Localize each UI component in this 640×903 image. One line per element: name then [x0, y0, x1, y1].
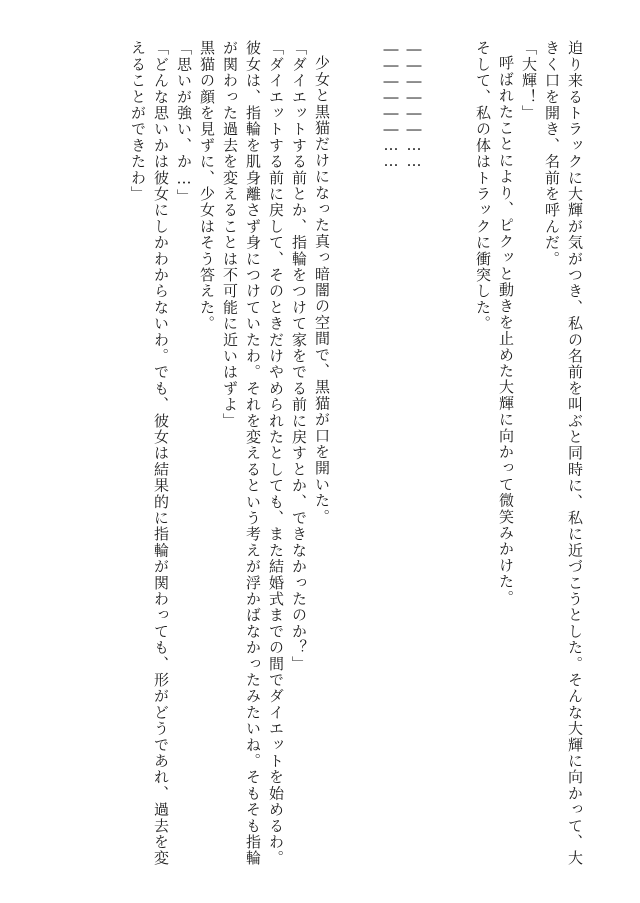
- section-gap: [448, 40, 471, 870]
- dialogue-line: 「どんな思いかは彼女にしかわからないわ。でも、彼女は結果的に指輪が関わっても、形がどうであれ、過去を変えることができたわ」: [129, 40, 170, 867]
- paragraph: 迫り来るトラックに大輝が気がつき、私の名前を叫ぶと同時に、私に近づこうとした。そんな大輝に向かって、大きく口を開き、名前を呼んだ。: [543, 40, 584, 867]
- section-gap: [333, 40, 356, 870]
- paragraph: 黒猫の顔を見ずに、少女はそう答えた。: [198, 40, 216, 332]
- section-gap: [356, 40, 379, 870]
- dash-rule: ――――――……: [382, 40, 400, 168]
- dialogue-line: 「思いが強い、か…」: [175, 40, 193, 205]
- paragraph: 少女と黒猫だけになった真っ暗闇の空間で、黒猫が口を開いた。: [313, 55, 331, 525]
- paragraph: そして、私の体はトラックに衝突した。: [474, 40, 492, 332]
- document-page: [56, 40, 586, 870]
- dash-rule: ――――――……: [405, 40, 423, 168]
- dialogue-line: 「ダイエットする前とか、指輪をつけて家をでる前に戻すとか、できなかったのか？」: [290, 40, 308, 672]
- dialogue-line: 「大輝！」: [520, 40, 538, 121]
- section-gap: [425, 40, 448, 870]
- dialogue-line: 「ダイエットする前に戻して、そのときだけやめられたとしても、また結婚式までの間でダイエットを始めるわ。彼女は、指輪を肌身離さず身につけていたわ。それを変えるという考えが浮かばなかったみたいね。そもそも指輪が関わった過去を変えることは不可能に近いはずよ」: [221, 40, 285, 867]
- paragraph: 呼ばれたことにより、ピクッと動きを止めた大輝に向かって微笑みかけた。: [497, 55, 515, 606]
- vertical-text-body: [56, 40, 586, 870]
